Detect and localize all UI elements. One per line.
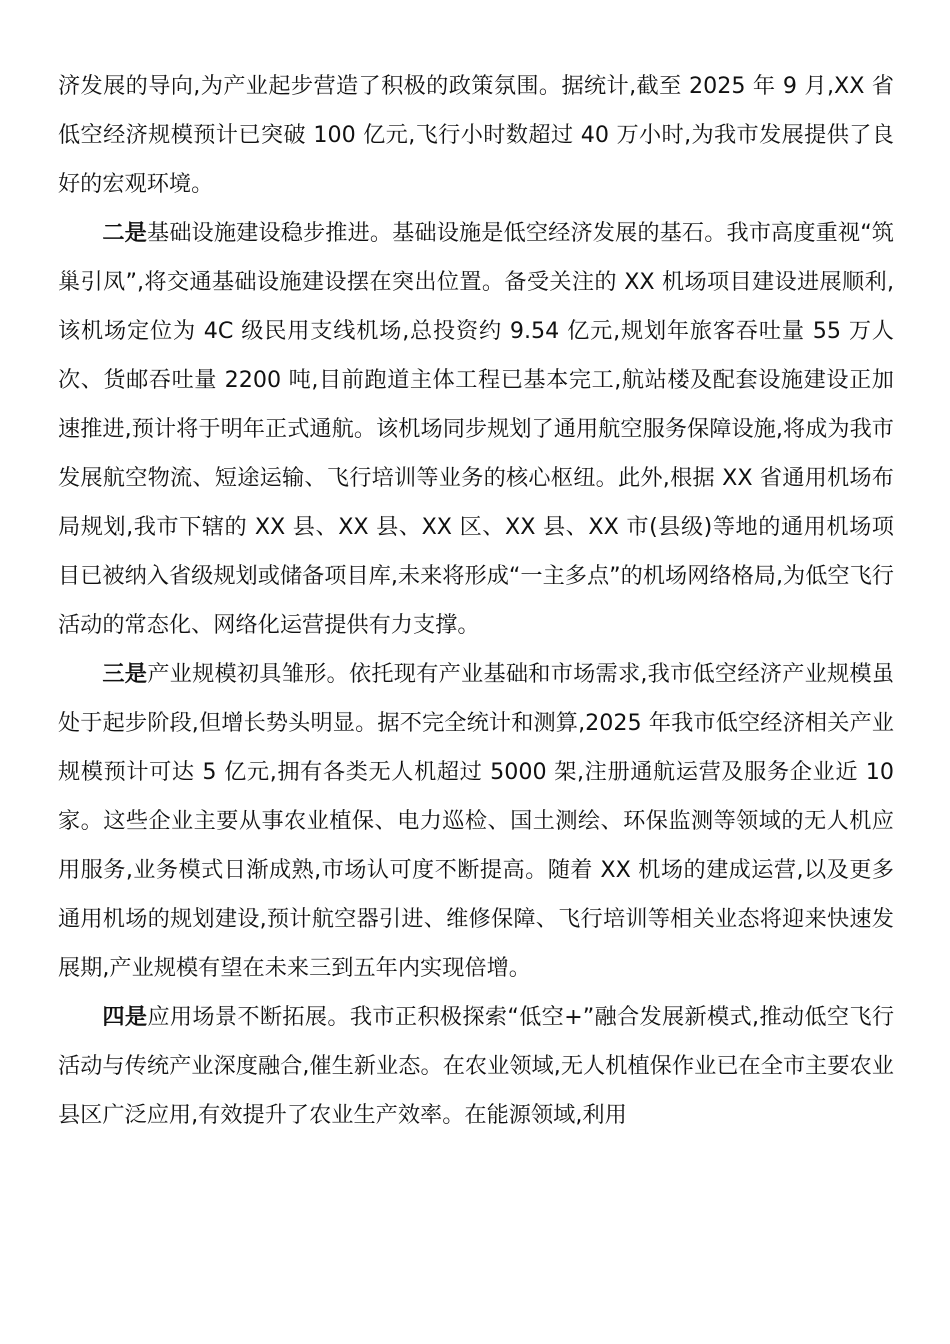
- paragraph-industry-scale: [58, 650, 894, 993]
- document-page: [58, 62, 894, 1140]
- paragraph-infrastructure: [58, 209, 894, 650]
- paragraph-application-scenarios: [58, 993, 894, 1140]
- paragraph-lead: 四是: [102, 1004, 148, 1030]
- paragraph-continuation: [58, 62, 894, 209]
- paragraph-text: 应用场景不断拓展。我市正积极探索“低空+”融合发展新模式,推动低空飞行活动与传统产业深度融合,催生新业态。在农业领域,无人机植保作业已在全市主要农业县区广泛应用,有效提升了农业生产效率。在能源领域,利用: [58, 1004, 895, 1128]
- paragraph-text: 产业规模初具雏形。依托现有产业基础和市场需求,我市低空经济产业规模虽处于起步阶段,但增长势头明显。据不完全统计和测算,2025 年我市低空经济相关产业规模预计可达 5 亿元,拥有各类无人机超过 5000 架,注册通航运营及服务企业近 10 家。这些企业主要从事农业植保、电力巡检、国土测绘、环保监测等领域的无人机应用服务,业务模式日渐成熟,市场认可度不断提高。随着 XX 机场的建成运营,以及更多通用机场的规划建设,预计航空器引进、维修保障、飞行培训等相关业态将迎来快速发展期,产业规模有望在未来三到五年内实现倍增。: [58, 661, 895, 981]
- paragraph-lead: 三是: [102, 661, 148, 687]
- paragraph-text: 济发展的导向,为产业起步营造了积极的政策氛围。据统计,截至 2025 年 9 月,XX 省低空经济规模预计已突破 100 亿元,飞行小时数超过 40 万小时,为我市发展提供了良好的宏观环境。: [58, 73, 894, 197]
- paragraph-lead: 二是: [102, 220, 147, 246]
- paragraph-text: 基础设施建设稳步推进。基础设施是低空经济发展的基石。我市高度重视“筑巢引凤”,将交通基础设施建设摆在突出位置。备受关注的 XX 机场项目建设进展顺利,该机场定位为 4C 级民用支线机场,总投资约 9.54 亿元,规划年旅客吞吐量 55 万人次、货邮吞吐量 2200 吨,目前跑道主体工程已基本完工,航站楼及配套设施建设正加速推进,预计将于明年正式通航。该机场同步规划了通用航空服务保障设施,将成为我市发展航空物流、短途运输、飞行培训等业务的核心枢纽。此外,根据 XX 省通用机场布局规划,我市下辖的 XX 县、XX 县、XX 区、XX 县、XX 市(县级)等地的通用机场项目已被纳入省级规划或储备项目库,未来将形成“一主多点”的机场网络格局,为低空飞行活动的常态化、网络化运营提供有力支撑。: [58, 220, 894, 638]
